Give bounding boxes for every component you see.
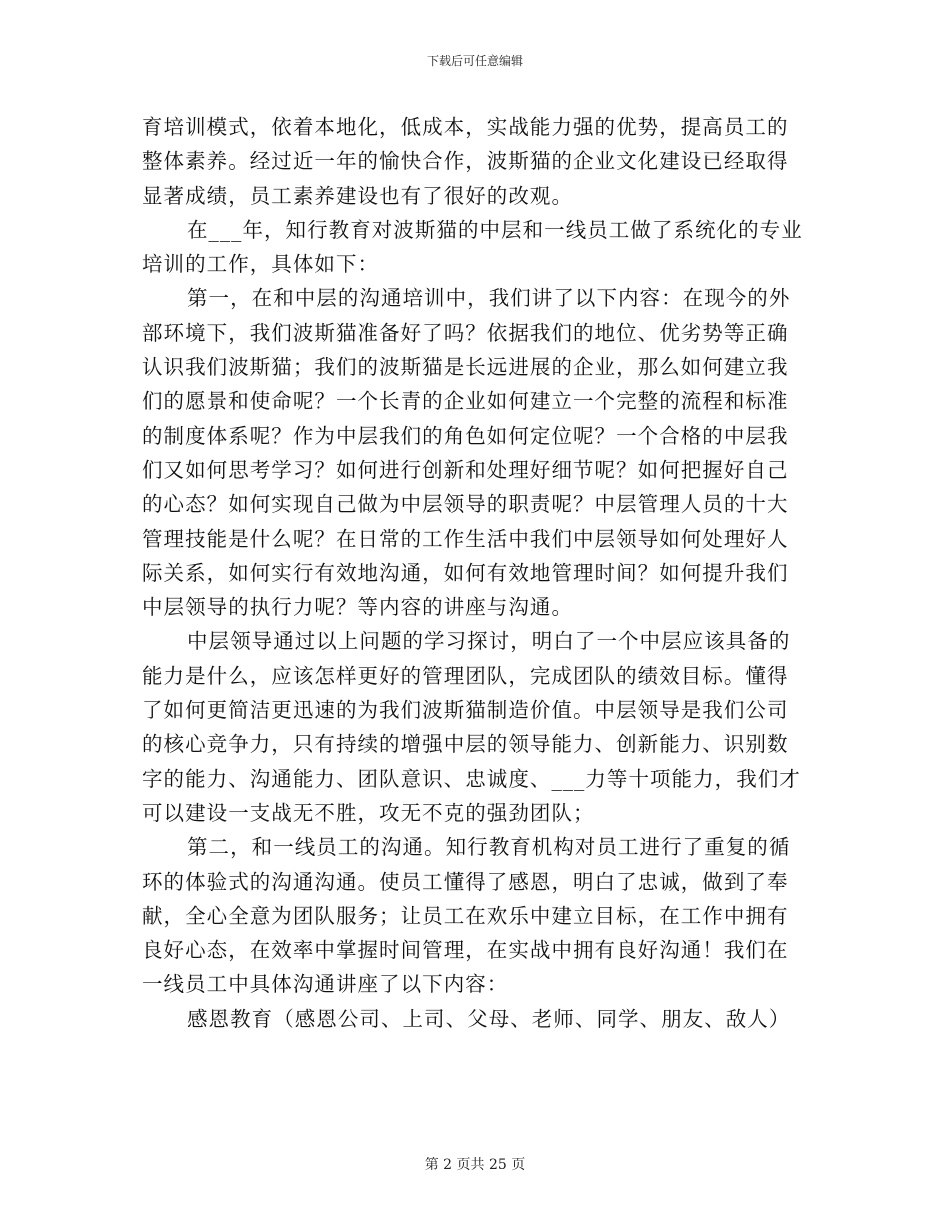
- text-line: 认识我们波斯猫；我们的波斯猫是长远进展的企业，那么如何建立我: [142, 355, 789, 380]
- text-line: 管理技能是什么呢？在日常的工作生活中我们中层领导如何处理好人: [142, 526, 789, 551]
- document-body: [142, 110, 802, 1036]
- text-line: 育培训模式，依着本地化，低成本，实战能力强的优势，提高员工的: [142, 115, 789, 139]
- text-line: 整体素养。经过近一年的愉快合作，波斯猫的企业文化建设已经取得: [142, 149, 789, 174]
- page-footer: 第 2 页共 25 页: [424, 1157, 526, 1173]
- text-line: 中层领导的执行力呢？等内容的讲座与沟通。: [142, 595, 573, 620]
- text-line: 显著成绩，员工素养建设也有了很好的改观。: [142, 183, 573, 208]
- text-line: 培训的工作，具体如下：: [142, 252, 380, 277]
- text-line: 字的能力、沟通能力、团队意识、忠诚度、___力等十项能力，我们才: [142, 766, 801, 791]
- paragraph-start-line: 感恩教育（感恩公司、上司、父母、老师、同学、朋友、敌人）: [187, 1006, 791, 1031]
- text-line: 部环境下，我们波斯猫准备好了吗？依据我们的地位、优劣势等正确: [142, 320, 789, 345]
- text-line: 的制度体系呢？作为中层我们的角色如何定位呢？一个合格的中层我: [142, 423, 789, 448]
- text-line: 们的愿景和使命呢？一个长青的企业如何建立一个完整的流程和标准: [142, 389, 789, 414]
- text-line: 际关系，如何实行有效地沟通，如何有效地管理时间？如何提升我们: [142, 560, 789, 585]
- paragraph-start-line: 第一，在和中层的沟通培训中，我们讲了以下内容：在现今的外: [187, 286, 791, 311]
- text-line: 的心态？如何实现自己做为中层领导的职责呢？中层管理人员的十大: [142, 492, 789, 517]
- text-line: 一线员工中具体沟通讲座了以下内容：: [142, 972, 509, 997]
- paragraph-start-line: 第二，和一线员工的沟通。知行教育机构对员工进行了重复的循: [187, 835, 791, 860]
- text-line: 献，全心全意为团队服务；让员工在欢乐中建立目标，在工作中拥有: [142, 903, 789, 928]
- text-line: 良好心态，在效率中掌握时间管理，在实战中拥有良好沟通！我们在: [142, 938, 789, 963]
- text-line: 环的体验式的沟通沟通。使员工懂得了感恩，明白了忠诚，做到了奉: [142, 869, 789, 894]
- text-line: 的核心竞争力，只有持续的增强中层的领导能力、创新能力、识别数: [142, 732, 789, 757]
- page-header: 下载后可任意编辑: [426, 54, 523, 68]
- paragraph-start-line: 在___年，知行教育对波斯猫的中层和一线员工做了系统化的专业: [187, 217, 803, 242]
- text-line: 可以建设一支战无不胜，攻无不克的强劲团队；: [142, 800, 595, 825]
- paragraph-start-line: 中层领导通过以上问题的学习探讨，明白了一个中层应该具备的: [187, 629, 791, 654]
- text-line: 能力是什么，应该怎样更好的管理团队，完成团队的绩效目标。懂得: [142, 663, 789, 688]
- text-line: 们又如何思考学习？如何进行创新和处理好细节呢？如何把握好自己: [142, 457, 789, 482]
- text-line: 了如何更简洁更迅速的为我们波斯猫制造价值。中层领导是我们公司: [142, 698, 789, 723]
